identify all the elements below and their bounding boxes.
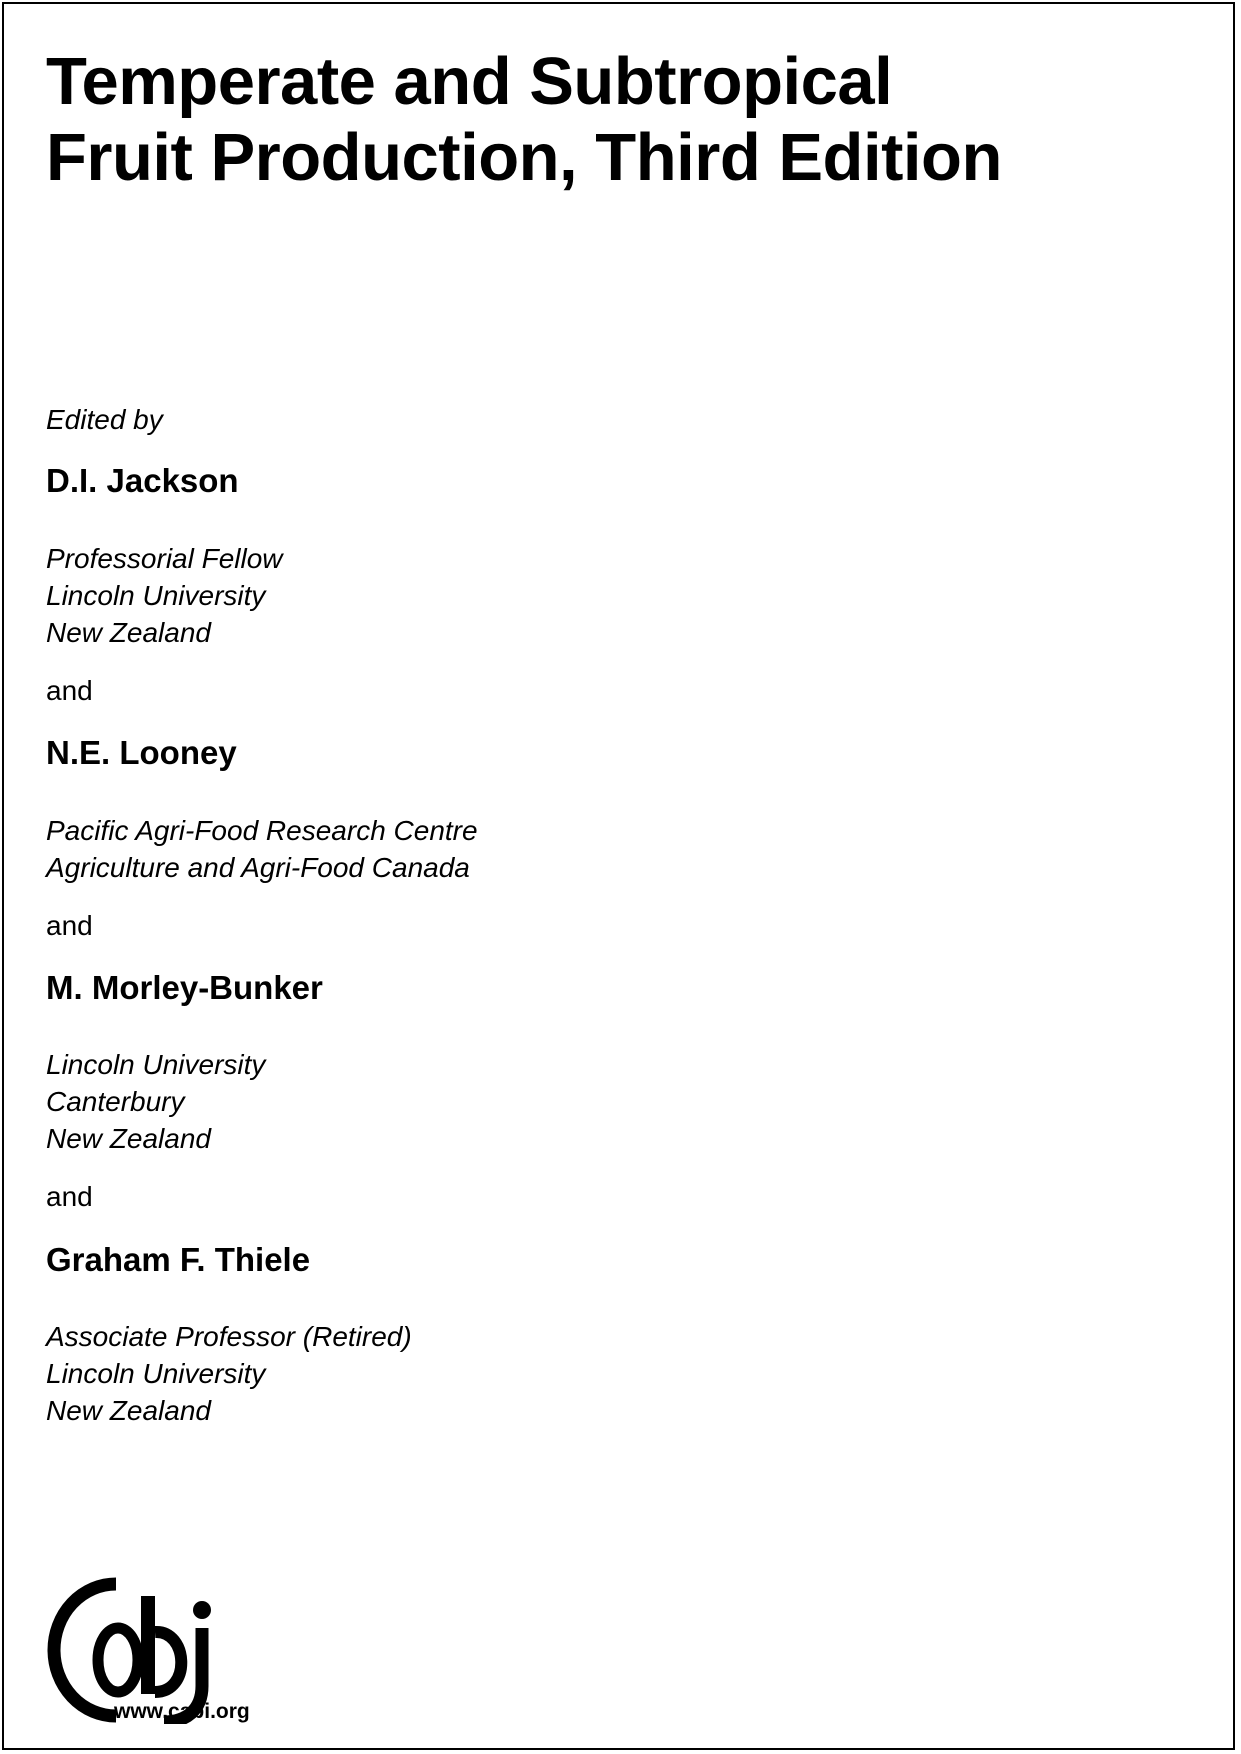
book-title <box>46 44 1002 196</box>
edited-by-label: Edited by <box>46 404 163 435</box>
title-line-1: Temperate and Subtropical <box>46 44 893 119</box>
and-separator: and <box>46 675 93 706</box>
affiliation-line: Associate Professor (Retired) <box>46 1321 412 1352</box>
editor-name-thiele: Graham F. Thiele <box>46 1241 311 1278</box>
editor-affiliation-thiele <box>46 1318 412 1429</box>
affiliation-line: Agriculture and Agri-Food Canada <box>46 852 470 883</box>
affiliation-line: Lincoln University <box>46 1358 266 1389</box>
affiliation-line: New Zealand <box>46 1395 211 1426</box>
editor-affiliation-jackson <box>46 540 283 651</box>
affiliation-line: New Zealand <box>46 1123 211 1154</box>
affiliation-line: Lincoln University <box>46 580 266 611</box>
publisher-url: www.cabi.org <box>114 1700 250 1723</box>
affiliation-line: Lincoln University <box>46 1049 266 1080</box>
and-separator: and <box>46 1181 93 1212</box>
affiliation-line: Canterbury <box>46 1086 185 1117</box>
title-line-2: Fruit Production, Third Edition <box>46 120 1002 195</box>
editor-name-morley-bunker: M. Morley-Bunker <box>46 969 323 1006</box>
affiliation-line: New Zealand <box>46 617 211 648</box>
and-separator: and <box>46 910 93 941</box>
affiliation-line: Pacific Agri-Food Research Centre <box>46 815 478 846</box>
editor-affiliation-morley-bunker <box>46 1046 265 1157</box>
editor-affiliation-looney <box>46 812 478 886</box>
editor-name-looney: N.E. Looney <box>46 734 237 771</box>
editor-name-jackson: D.I. Jackson <box>46 462 239 499</box>
affiliation-line: Professorial Fellow <box>46 543 283 574</box>
